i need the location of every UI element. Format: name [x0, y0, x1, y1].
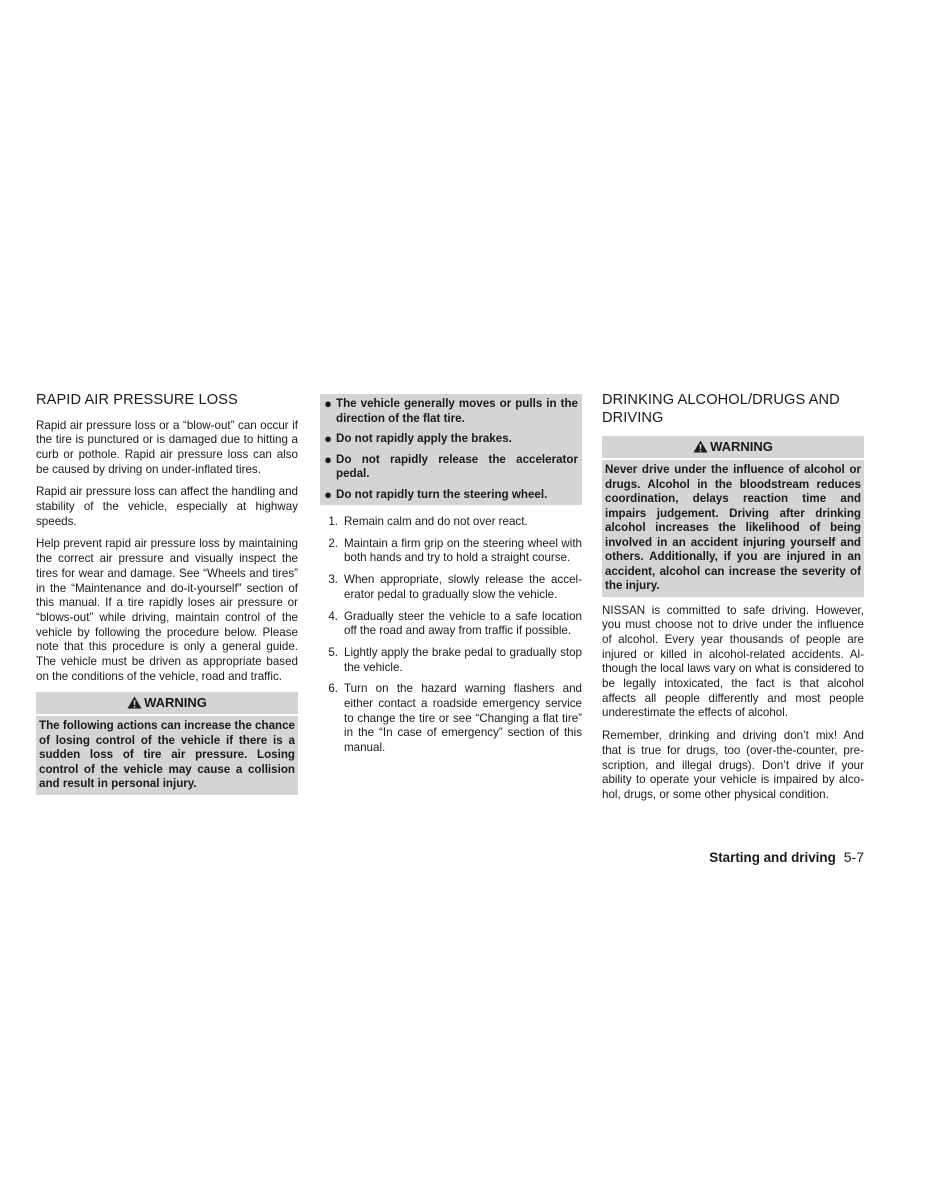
page-number: 5-7 [843, 849, 864, 865]
warning-label: WARNING [710, 439, 773, 454]
step-item [320, 515, 582, 530]
step-text: Gradually steer the vehicle to a safe location off the road and away from traffic if possible. [344, 609, 582, 638]
bullet-item [320, 453, 578, 482]
bullet-dot-icon: ● [324, 486, 332, 502]
step-item [320, 610, 582, 639]
bullet-dot-icon: ● [324, 431, 332, 446]
bullet-dot-icon: ● [324, 396, 332, 411]
warning-box-tire-pressure [36, 692, 298, 795]
bullet-item [320, 488, 578, 503]
step-item [320, 682, 582, 756]
step-number: 4. [328, 609, 338, 623]
paragraph: Rapid air pressure loss can affect the handling and stability of the vehicle, especially at highway speeds. [36, 485, 298, 528]
step-item [320, 573, 582, 602]
warning-header [602, 436, 864, 460]
warning-triangle-icon [127, 694, 142, 716]
step-text: Lightly apply the brake pedal to gradually stop the vehicle. [344, 645, 582, 674]
step-item [320, 537, 582, 566]
step-number: 3. [328, 573, 338, 587]
step-text: When appropriate, slowly release the accelerator pedal to gradually slow the vehicle. [344, 573, 582, 601]
step-text: Maintain a firm grip on the steering wheel with both hands and try to hold a straight course. [344, 536, 582, 565]
section-title-rapid-air-pressure-loss: RAPID AIR PRESSURE LOSS [36, 392, 238, 408]
bullet-item [320, 432, 578, 447]
bullet-item [320, 397, 578, 426]
column-procedure [320, 392, 582, 763]
section-title-drinking-alcohol-drugs: DRINKING ALCOHOL/DRUGS AND DRIVING [602, 392, 840, 426]
step-number: 6. [328, 682, 338, 696]
step-text: Turn on the hazard warning flashers and either contact a roadside emergency service to change the tire or see “Changing a flat tire” in the “In case of emergency” section of this manual. [344, 682, 582, 755]
bullet-dot-icon: ● [324, 451, 332, 467]
warning-label: WARNING [144, 695, 207, 711]
paragraph: NISSAN is committed to safe driving. However, you must choose not to drive under the influence of alcohol. Every year thousands of people are injured or killed in alcohol-related accidents. Although the local laws vary on what is considered to be legally intoxicated, the fact is that alcohol affects all people differently and most people underestimate the effects of alcohol. [602, 603, 864, 720]
step-text: Remain calm and do not over react. [344, 515, 528, 528]
step-number: 5. [328, 645, 338, 659]
step-number: 1. [328, 515, 338, 528]
numbered-steps [320, 515, 582, 756]
bullet-text: Do not rapidly turn the steering wheel. [336, 487, 548, 501]
bullet-text: Do not rapidly apply the brakes. [336, 432, 512, 445]
paragraph: Remember, drinking and driving don’t mix! And that is true for drugs, too (over-the-counter, prescription, and illegal drugs). Don’t drive if your ability to operate your vehicle is impaired by alcohol, drugs, or some other physical condition. [602, 729, 864, 801]
warning-header [36, 692, 298, 716]
page-footer [709, 849, 864, 865]
bullet-text: Do not rapidly release the accelerator pedal. [336, 452, 578, 480]
paragraph: Help prevent rapid air pressure loss by maintaining the correct air pressure and visually inspect the tires for wear and damage. See “Wheels and tires” in the “Maintenance and do-it-yourself” section of this manual. If a tire rapidly loses air pressure or “blows-out” while driving, maintain control of the vehicle by following the procedure below. Please note that this procedure is only a general guide. The vehicle must be driven as appropriate based on the conditions of the vehicle, road and traffic. [36, 537, 298, 683]
paragraph: Rapid air pressure loss or a “blow-out” can occur if the tire is punctured or is damaged due to hitting a curb or pothole. Rapid air pressure loss can also be caused by driving on under-inflated tires. [36, 418, 298, 476]
warning-bullet-list [320, 394, 582, 505]
bullet-text: The vehicle generally moves or pulls in the direction of the flat tire. [336, 397, 578, 425]
step-item [320, 646, 582, 675]
column-drinking-and-driving [602, 392, 864, 811]
warning-text: Never drive under the influence of alcohol or drugs. Alcohol in the bloodstream reduces coordination, delays reaction time and impairs judgement. Driving after drinking alcohol increases the likelihood of being involved in an accident injuring yourself and others. Additionally, if you are injured in an accident, alcohol can increase the severity of the injury. [602, 460, 864, 597]
warning-triangle-icon [693, 438, 708, 460]
warning-box-alcohol [602, 436, 864, 597]
column-rapid-air-pressure-loss [36, 392, 298, 795]
step-number: 2. [328, 536, 338, 550]
footer-section-name: Starting and driving [709, 850, 836, 865]
warning-text: The following actions can increase the chance of losing control of the vehicle if there is a sudden loss of tire air pressure. Losing control of the vehicle may cause a collision and result in personal injury. [36, 716, 298, 795]
